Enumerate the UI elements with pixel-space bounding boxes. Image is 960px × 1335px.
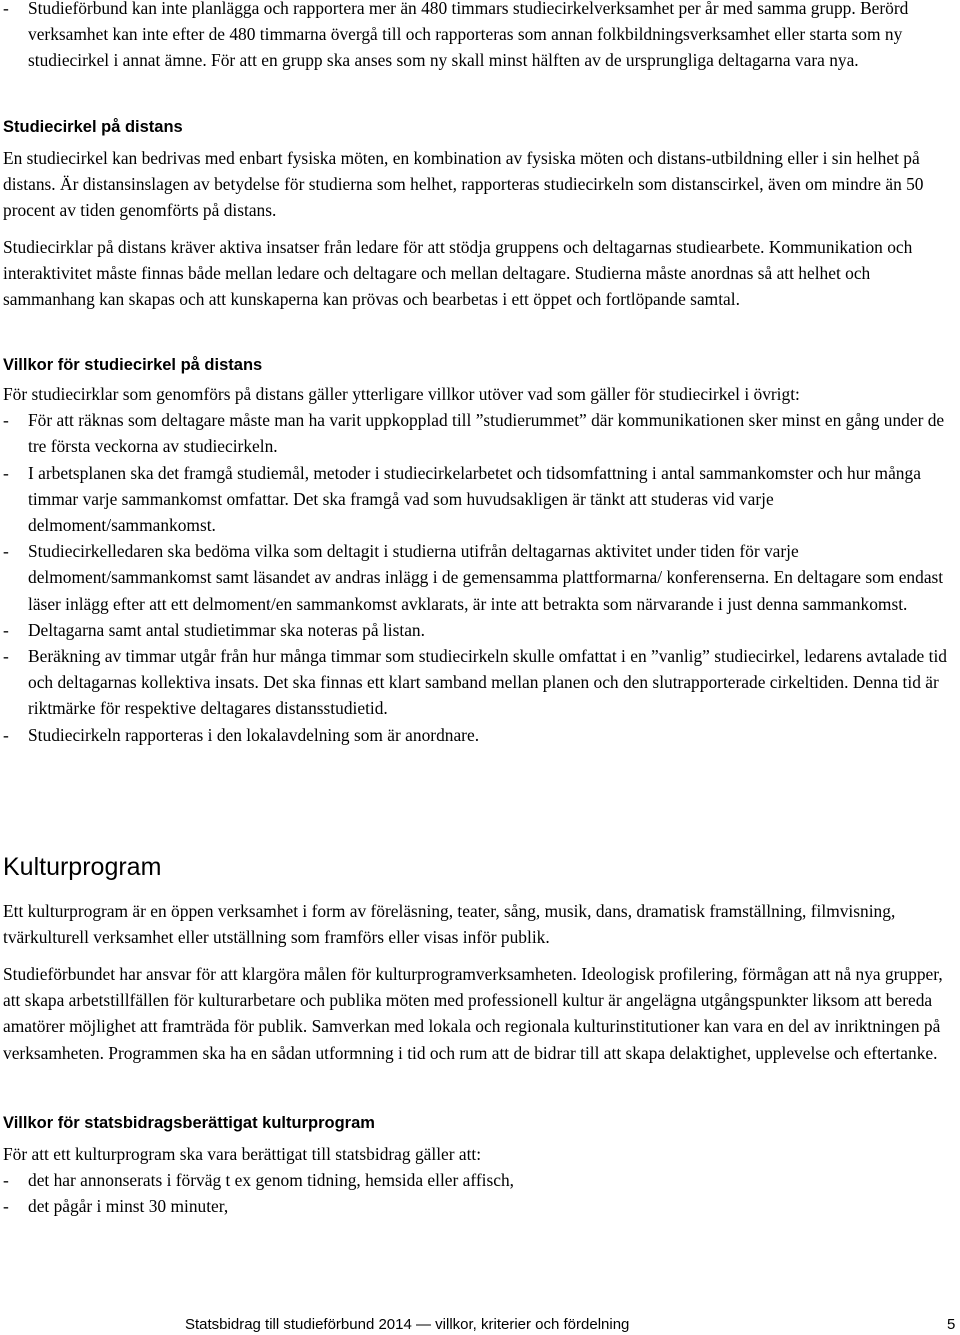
paragraph-kultur-1 xyxy=(3,898,949,950)
list-item xyxy=(3,643,949,722)
list-item xyxy=(3,460,949,539)
paragraph-distans-2 xyxy=(3,234,949,313)
list-dash: - xyxy=(3,646,9,667)
list-item-text: Studiecirkelledaren ska bedöma vilka som deltagit i studierna utifrån deltagarnas aktivitet under tiden för varje delmoment/sammankomst samt läsandet av andras inlägg i de gemensamma plattformarna/ konferenserna. En deltagare som endast läser inlägg efter att ett delmoment/en sammankomst avklarats, är inte att betrakta som närvarande i just denna sammankomst. xyxy=(28,541,944,614)
list-item xyxy=(3,1167,949,1193)
list-item-text: Beräkning av timmar utgår från hur många timmar som studiecirkeln skulle omfattat i en ”vanlig” studiecirkel, ledarens avtalade tid och deltagarnas kollektiva insats. Det ska finnas ett klart samband mellan planen och den slutrapporterade cirkeltiden. Denna tid är riktmärke för respektive deltagares distansstudietid. xyxy=(28,646,947,719)
section-heading-kulturprogram: Kulturprogram xyxy=(3,853,162,881)
paragraph-text: En studiecirkel kan bedrivas med enbart fysiska möten, en kombination av fysiska möten och distans-utbildning eller i sin helhet på distans. Är distansinslagen av betydelse för studierna som helhet, rapporteras studiecirkeln som distanscirkel, även om mindre än 50 procent av tiden genomförts på distans. xyxy=(3,148,924,221)
list-item xyxy=(3,538,949,617)
villkor-distans-intro: För studiecirklar som genomförs på distans gäller ytterligare villkor utöver vad som gäller för studiecirkel i övrigt: xyxy=(3,384,800,404)
section-heading-distans: Studiecirkel på distans xyxy=(3,118,183,136)
list-dash: - xyxy=(3,0,9,18)
list-dash: - xyxy=(3,1170,9,1191)
villkor-kultur-intro: För att ett kulturprogram ska vara berättigat till statsbidrag gäller att: xyxy=(3,1144,482,1164)
paragraph-distans-1 xyxy=(3,145,949,224)
paragraph-text: Ett kulturprogram är en öppen verksamhet i form av föreläsning, teater, sång, musik, dans, dramatisk framställning, filmvisning, tvärkulturell verksamhet eller utställning som framförs eller visas inför publik. xyxy=(3,901,896,948)
list-dash: - xyxy=(3,541,9,562)
top-list xyxy=(3,0,949,74)
footer-page-number: 5 xyxy=(947,1316,956,1333)
list-dash: - xyxy=(3,410,9,431)
list-item xyxy=(3,722,949,748)
footer-title: Statsbidrag till studieförbund 2014 — villkor, kriterier och fördelning xyxy=(185,1316,630,1333)
list-item xyxy=(3,617,949,643)
paragraph-text: Studiecirklar på distans kräver aktiva insatser från ledare för att stödja gruppens och deltagarnas studiearbete. Kommunikation och interaktivitet måste finnas både mellan ledare och deltagare och mellan deltagare. Studierna måste anordnas så att helhet och sammanhang kan skapas och att kunskaperna kan prövas och bearbetas i ett öppet och fortlöpande samtal. xyxy=(3,237,913,310)
villkor-kultur-body xyxy=(3,1141,949,1220)
list-dash: - xyxy=(3,1196,9,1217)
list-item-text: Deltagarna samt antal studietimmar ska noteras på listan. xyxy=(28,619,425,640)
list-dash: - xyxy=(3,619,9,640)
paragraph-text: Studieförbundet har ansvar för att klargöra målen för kulturprogramverksamheten. Ideologisk profilering, förmågan att nå nya grupper, att skapa arbetstillfällen för kulturarbetare och publika möten med professionell kultur är angelägna utgångspunkter liksom att bereda amatörer möjlighet att framträda för publik. Samverkan med lokala och regionala kulturinstitutioner kan vara en del av inriktningen på verksamheten. Programmen ska ha en sådan utformning i tid och rum att de bidrar till att skapa delaktighet, upplevelse och eftertanke. xyxy=(3,964,943,1063)
section-heading-villkor-distans: Villkor för studiecirkel på distans xyxy=(3,356,263,374)
list-item-text: Studieförbund kan inte planlägga och rapportera mer än 480 timmars studiecirkelverksamhet per år med samma grupp. Berörd verksamhet kan inte efter de 480 timmarna övergå till och rapporteras som annan folkbildningsverksamhet eller starta som ny studiecirkel i annat ämne. För att en grupp ska anses som ny skall minst hälften av de ursprungliga deltagarna vara nya. xyxy=(28,0,909,71)
section-heading-villkor-kultur: Villkor för statsbidragsberättigat kulturprogram xyxy=(3,1114,375,1132)
list-item xyxy=(3,1193,949,1219)
list-dash: - xyxy=(3,462,9,483)
list-item-text: Studiecirkeln rapporteras i den lokalavdelning som är anordnare. xyxy=(28,724,480,745)
villkor-distans-body xyxy=(3,381,949,748)
list-item-text: det har annonserats i förväg t ex genom tidning, hemsida eller affisch, xyxy=(28,1170,514,1191)
paragraph-kultur-2 xyxy=(3,961,949,1066)
list-item-text: I arbetsplanen ska det framgå studiemål, metoder i studiecirkelarbetet och tidsomfattning i antal sammankomster och hur många timmar varje sammankomst omfattar. Det ska framgå vad som huvudsakligen är tänkt att studeras vid varje delmoment/sammankomst. xyxy=(28,462,921,536)
list-item-text: För att räknas som deltagare måste man ha varit uppkopplad till ”studierummet” där kommunikationen sker minst en gång under de tre första veckorna av studiecirkeln. xyxy=(28,410,945,457)
list-item xyxy=(3,407,949,459)
list-item xyxy=(3,0,949,74)
list-dash: - xyxy=(3,724,9,745)
list-item-text: det pågår i minst 30 minuter, xyxy=(28,1196,229,1217)
